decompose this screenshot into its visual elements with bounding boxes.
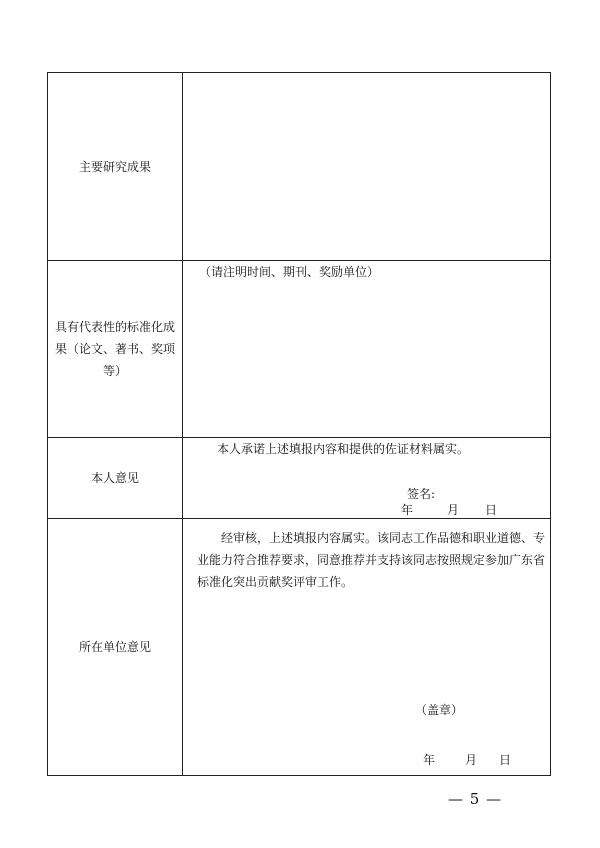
personal-date-year: 年 xyxy=(401,503,414,517)
unit-date xyxy=(423,751,511,768)
personal-opinion-label: 本人意见 xyxy=(90,471,139,485)
achievements-content-cell xyxy=(183,73,551,261)
personal-date-month: 月 xyxy=(447,503,460,517)
achievements-label: 主要研究成果 xyxy=(78,159,151,174)
unit-opinion-label: 所在单位意见 xyxy=(78,640,151,654)
signature-label: 签名: xyxy=(407,487,436,501)
standardization-label-cell xyxy=(48,261,183,438)
unit-date-day: 日 xyxy=(499,753,512,767)
personal-date xyxy=(401,501,497,518)
unit-review-text: 经审核，上述填报内容属实。该同志工作品德和职业道德、专业能力符合推荐要求，同意推荐并支持该同志按照规定参加广东省标准化突出贡献奖评审工作。 xyxy=(197,531,546,589)
application-form-table xyxy=(47,72,551,776)
seal-label: （盖章） xyxy=(415,703,464,717)
personal-opinion-row xyxy=(48,438,551,519)
personal-date-day: 日 xyxy=(485,503,498,517)
standardization-label-line2: 果（论文、著书、奖项 xyxy=(54,342,175,356)
pledge-statement: 本人承诺上述填报内容和提供的佐证材料属实。 xyxy=(217,442,470,456)
standardization-label-line1: 具有代表性的标准化成 xyxy=(54,320,175,334)
personal-opinion-content-cell xyxy=(183,438,551,519)
standardization-row xyxy=(48,261,551,438)
standardization-label-line3: 等） xyxy=(102,364,127,378)
unit-opinion-content-cell xyxy=(183,519,551,776)
unit-opinion-row xyxy=(48,519,551,776)
achievements-row xyxy=(48,73,551,261)
unit-date-month: 月 xyxy=(465,753,478,767)
personal-opinion-label-cell xyxy=(48,438,183,519)
unit-opinion-label-cell xyxy=(48,519,183,776)
achievements-label-cell xyxy=(48,73,183,261)
unit-date-year: 年 xyxy=(423,753,436,767)
standardization-note: （请注明时间、期刊、奖励单位） xyxy=(199,265,380,279)
standardization-content-cell xyxy=(183,261,551,438)
page-number: — 5 — xyxy=(448,790,503,808)
